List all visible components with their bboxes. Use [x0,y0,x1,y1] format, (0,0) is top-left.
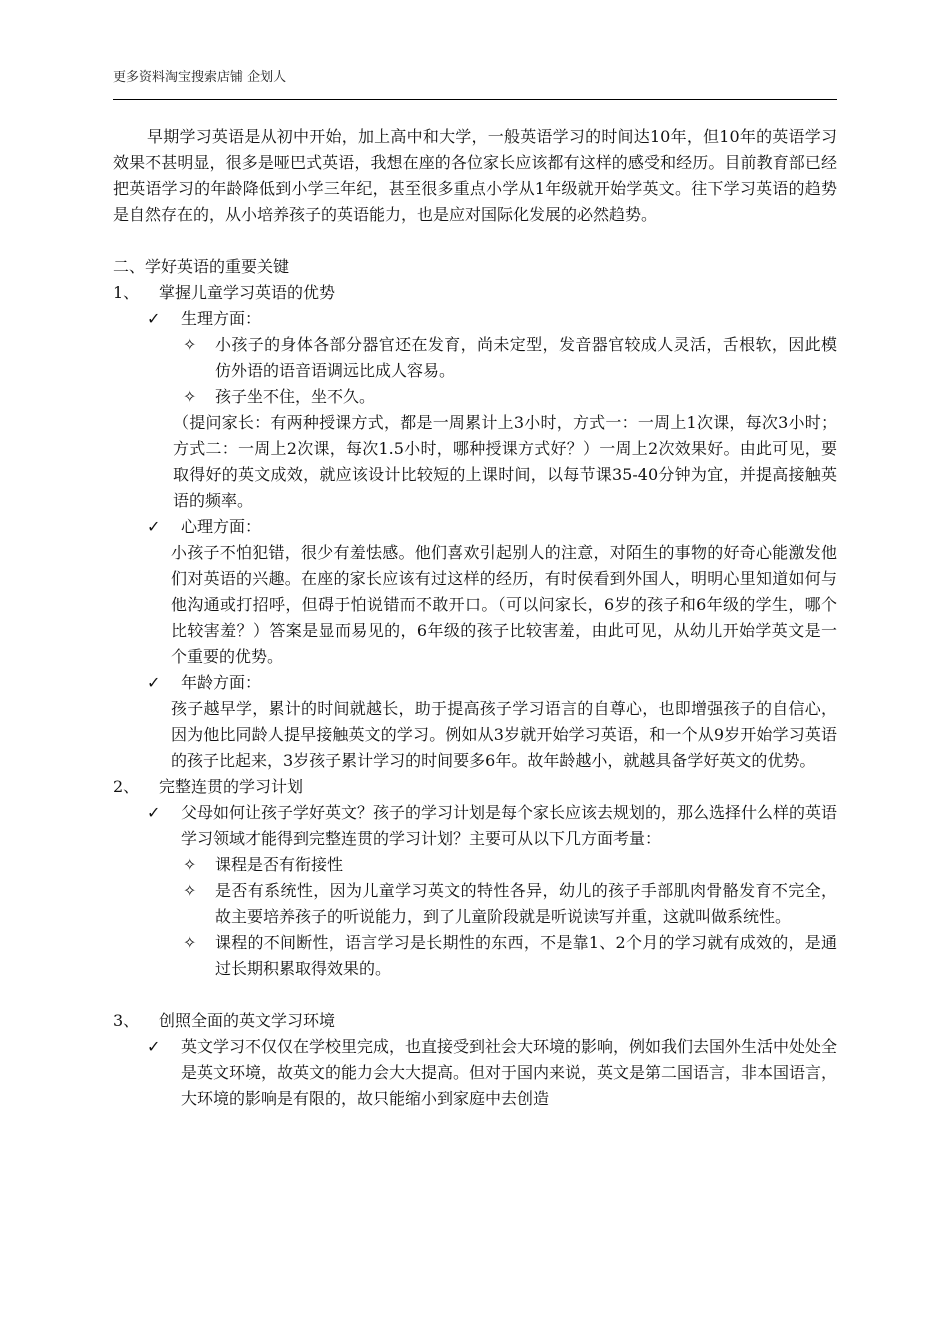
check-item-text: 英文学习不仅仅在学校里完成，也直接受到社会大环境的影响，例如我们去国外生活中处处全是英文环境，故英文的能力会大大提高。但对于国内来说，英文是第二国语言，非本国语言，大环境的影响是有限的，故只能缩小到家庭中去创造 [181,1037,838,1108]
header-divider [113,99,837,100]
check-mark-icon: ✓ [147,309,161,328]
diamond-bullet-icon: ✧ [183,387,197,406]
item-number: 2、 [113,777,140,796]
check-item-text: 父母如何让孩子学好英文？孩子的学习计划是每个家长应该去规划的，那么选择什么样的英语学习领域才能得到完整连贯的学习计划？主要可从以下几方面考量： [181,803,838,848]
check-mark-icon: ✓ [147,517,161,536]
age-paragraph: 孩子越早学，累计的时间就越长，助于提高孩子学习语言的自尊心，也即增强孩子的自信心，因为他比同龄人提早接触英文的学习。例如从3岁就开始学习英语，和一个从9岁开始学习英语的孩子比起来，3岁孩子累计学习的时间要多6年。故年龄越小，就越具备学好英文的优势。 [171,699,837,770]
numbered-heading-text: 完整连贯的学习计划 [159,777,304,796]
check-mark-icon: ✓ [147,1037,161,1056]
check-item-label: 年龄方面： [181,673,262,692]
diamond-item [113,878,837,930]
diamond-item [113,332,837,384]
diamond-item-text: 孩子坐不住，坐不久。 [215,387,376,406]
section-heading: 二、学好英语的重要关键 [113,257,290,276]
diamond-bullet-icon: ✧ [183,335,197,354]
diamond-item [113,930,837,982]
diamond-item [113,852,837,878]
diamond-item-text: 小孩子的身体各部分器官还在发育，尚未定型，发音器官较成人灵活，舌根软，因此模仿外语的语音语调远比成人容易。 [215,335,837,380]
diamond-bullet-icon: ✧ [183,933,197,952]
check-mark-icon: ✓ [147,673,161,692]
question-note: （提问家长：有两种授课方式，都是一周累计上3小时，方式一：一周上1次课，每次3小时；方式二：一周上2次课，每次1.5小时，哪种授课方式好？）一周上2次效果好。由此可见，要取得好的英文成效，就应该设计比较短的上课时间，以每节课35-40分钟为宜，并提高接触英语的频率。 [173,413,837,510]
diamond-item-text: 是否有系统性，因为儿童学习英文的特性各异，幼儿的孩子手部肌肉骨骼发育不完全，故主要培养孩子的听说能力，到了儿童阶段就是听说读写并重，这就叫做系统性。 [215,881,837,926]
diamond-item-text: 课程的不间断性，语言学习是长期性的东西，不是靠1、2个月的学习就有成效的，是通过长期积累取得效果的。 [215,933,837,978]
diamond-bullet-icon: ✧ [183,855,197,874]
item-number: 1、 [113,283,140,302]
check-item-age [113,670,837,696]
numbered-heading-2 [113,774,837,800]
check-item-environment [113,1034,837,1112]
check-item-label: 心理方面： [181,517,262,536]
page-header: 更多资料淘宝搜索店铺 企划人 [113,70,287,85]
numbered-heading-text: 创照全面的英文学习环境 [159,1011,336,1030]
intro-paragraph: 早期学习英语是从初中开始，加上高中和大学，一般英语学习的时间达10年，但10年的英语学习效果不甚明显，很多是哑巴式英语，我想在座的各位家长应该都有这样的感受和经历。目前教育部已经把英语学习的年龄降低到小学三年纪，甚至很多重点小学从1年级就开始学英文。往下学习英语的趋势是自然存在的，从小培养孩子的英语能力，也是应对国际化发展的必然趋势。 [113,127,837,224]
item-number: 3、 [113,1011,140,1030]
check-item-plan [113,800,837,852]
diamond-item-text: 课程是否有衔接性 [215,855,344,874]
spacer [113,228,837,254]
check-item-label: 生理方面： [181,309,262,328]
spacer [113,982,837,1008]
diamond-bullet-icon: ✧ [183,881,197,900]
psychology-paragraph: 小孩子不怕犯错，很少有羞怯感。他们喜欢引起别人的注意，对陌生的事物的好奇心能激发他们对英语的兴趣。在座的家长应该有过这样的经历，有时侯看到外国人，明明心里知道如何与他沟通或打招呼，但碍于怕说错而不敢开口。（可以问家长，6岁的孩子和6年级的学生，哪个比较害羞？）答案是显而易见的，6年级的孩子比较害羞，由此可见，从幼儿开始学英文是一个重要的优势。 [171,543,837,666]
numbered-heading-text: 掌握儿童学习英语的优势 [159,283,336,302]
diamond-item [113,384,837,410]
numbered-heading-1 [113,280,837,306]
check-item-physiology [113,306,837,332]
check-mark-icon: ✓ [147,803,161,822]
check-item-psychology [113,514,837,540]
document-body [113,124,837,1112]
numbered-heading-3 [113,1008,837,1034]
